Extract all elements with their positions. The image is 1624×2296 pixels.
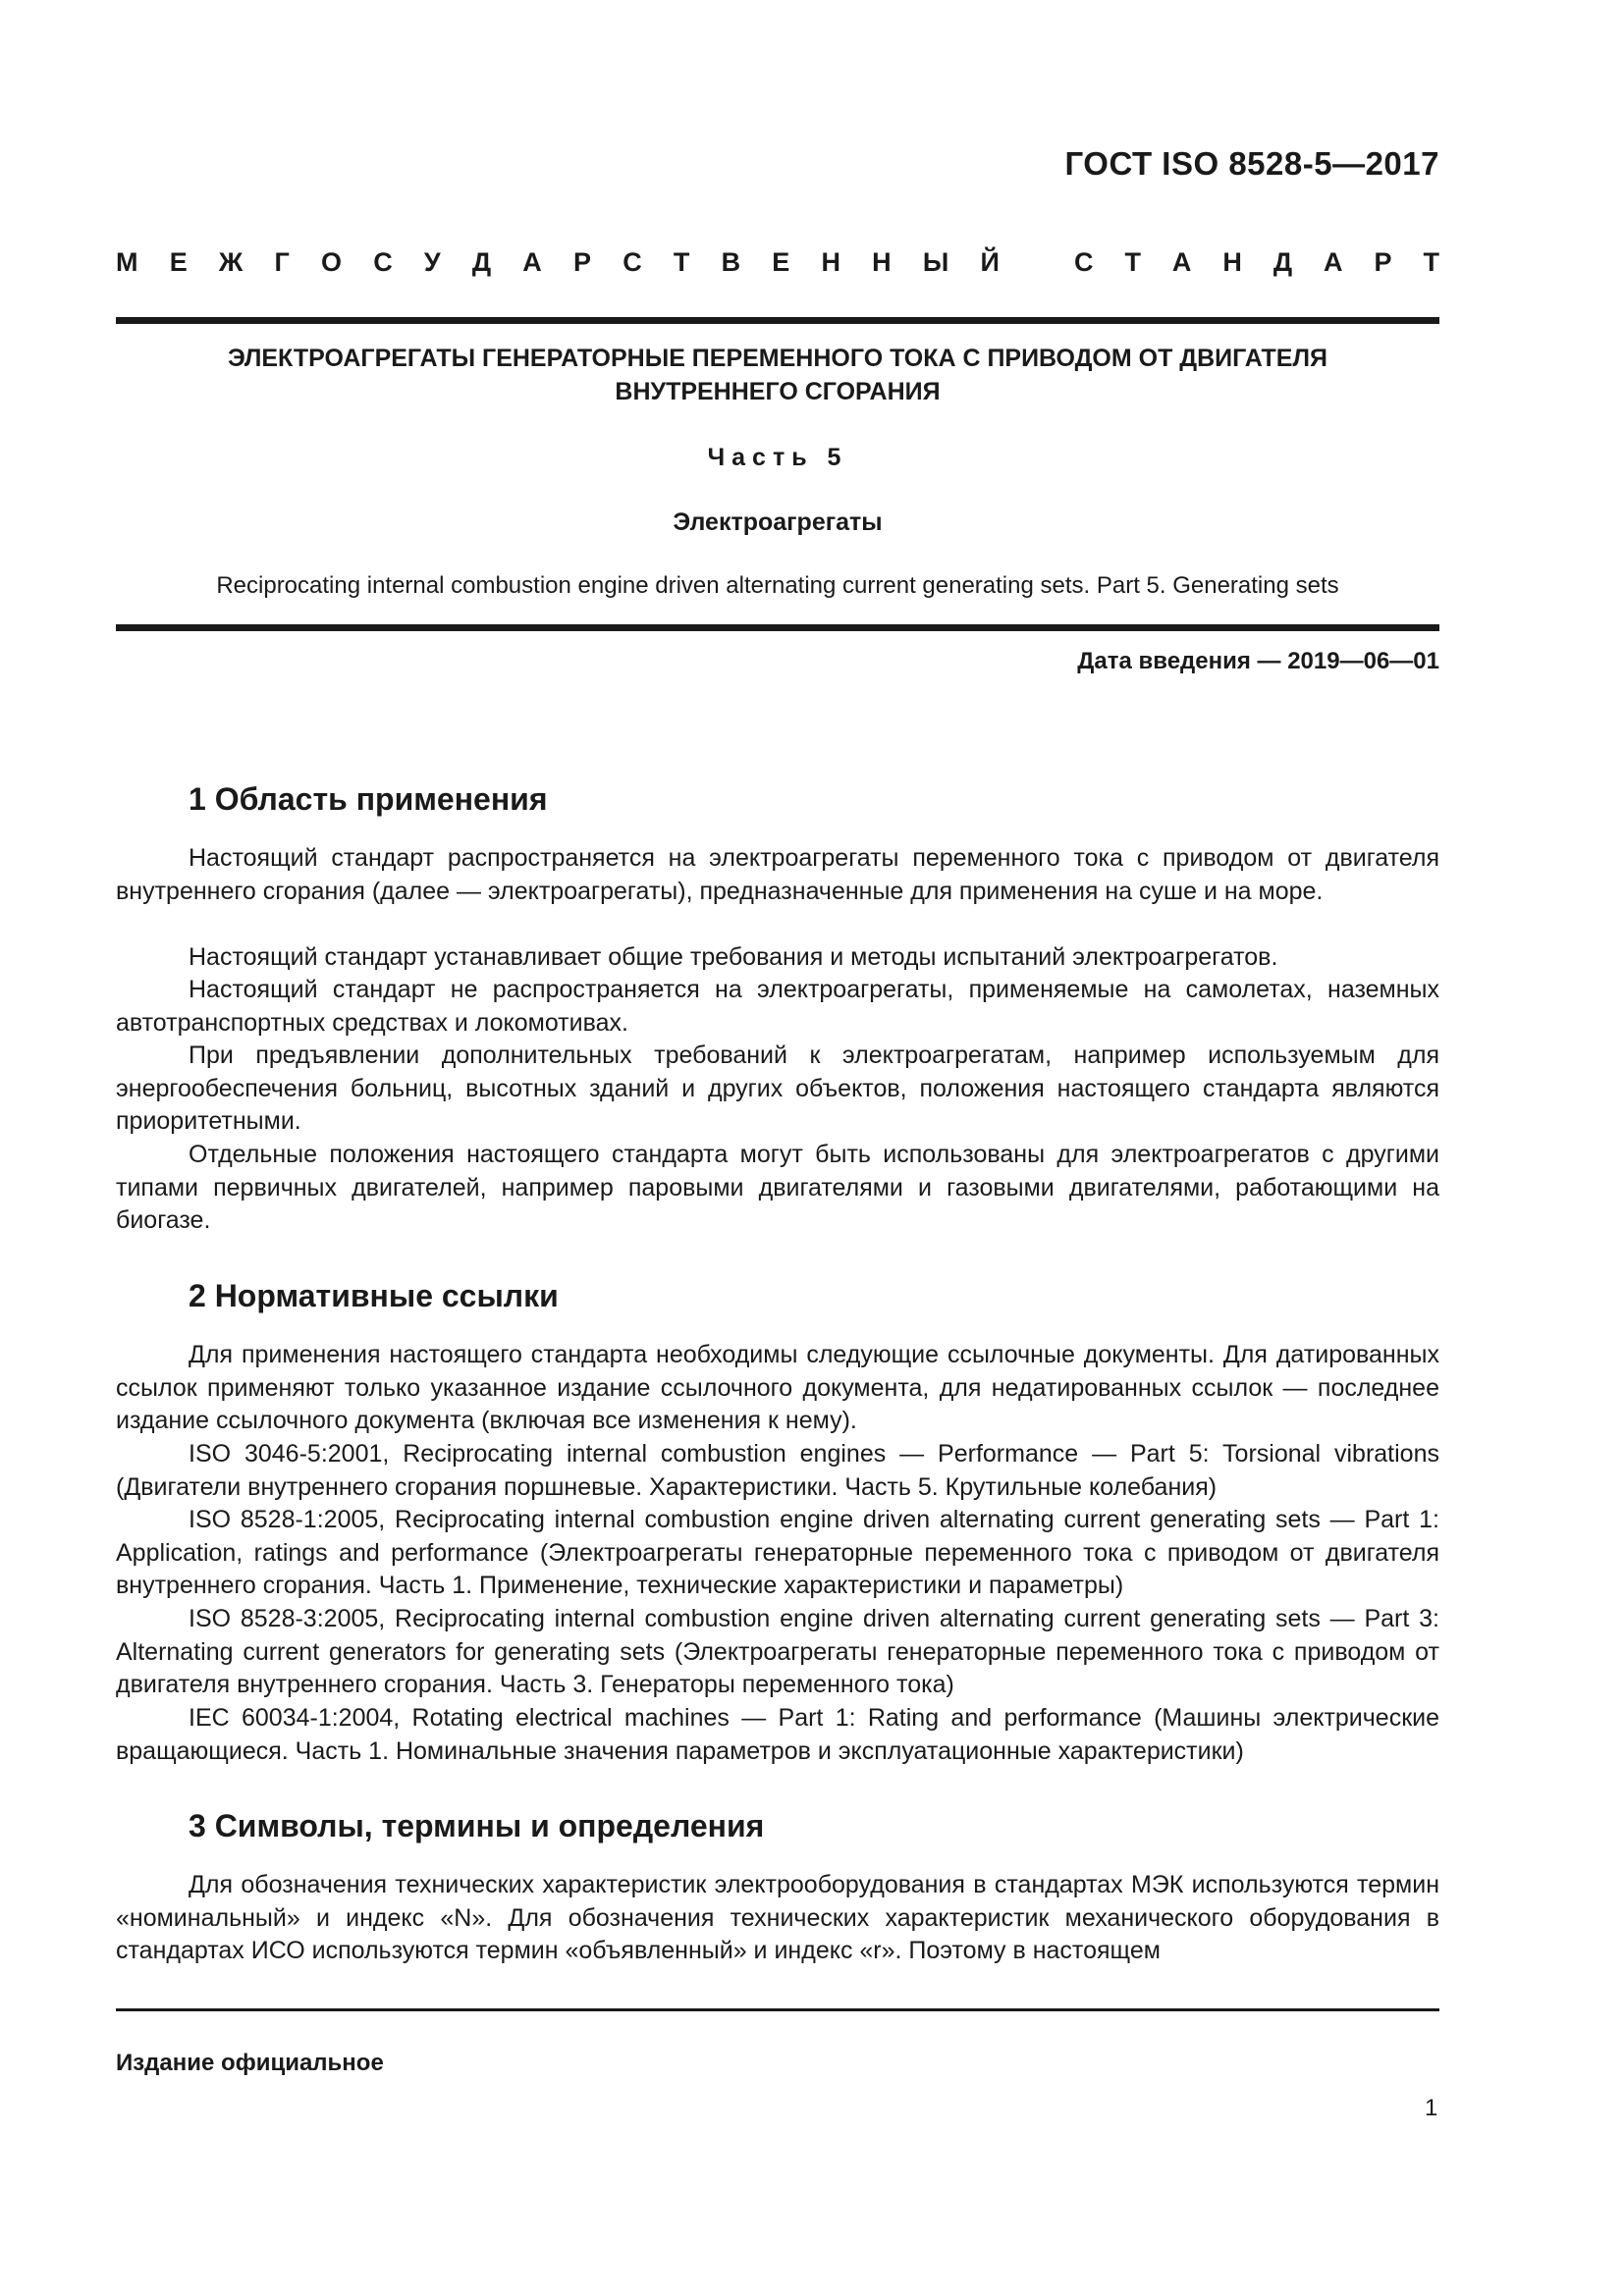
banner-letter: Т — [1124, 247, 1141, 277]
interstate-standard-banner — [116, 247, 1439, 278]
banner-letter: Н — [1222, 247, 1242, 277]
banner-letter: А — [1324, 247, 1343, 277]
reference-item: ISO 3046-5:2001, Reciprocating internal combustion engines — Performance — Part 5: Torsional vibrations (Двигатели внутреннего сгорания поршневые. Характеристики. Часть 5. Крутильные колебания) — [116, 1440, 1439, 1501]
paragraph: Для применения настоящего стандарта необходимы следующие ссылочные документы. Для датированных ссылок применяют только указанное издание ссылочного документа, для недатированных ссылок — последнее издание ссылочного документа (включая все изменения к нему). — [116, 1341, 1439, 1434]
official-edition-label: Издание официальное — [116, 2050, 384, 2076]
header-rule-bottom — [116, 624, 1439, 631]
footer-rule — [116, 2008, 1439, 2011]
paragraph: При предъявлении дополнительных требований к электроагрегатам, например используемым для энергообеспечения больниц, высотных зданий и других объектов, положения настоящего стандарта являются приоритетными. — [116, 1041, 1439, 1135]
banner-letter: В — [721, 247, 741, 277]
banner-letter: Н — [872, 247, 892, 277]
title-line-2: ВНУТРЕННЕГО СГОРАНИЯ — [615, 378, 941, 405]
banner-letter: О — [320, 247, 342, 277]
banner-word-interstate — [116, 247, 1000, 278]
banner-letter: С — [373, 247, 393, 277]
banner-letter: Д — [471, 247, 492, 277]
english-title: Reciprocating internal combustion engine driven alternating current generating sets. Part 5. Generating sets — [216, 572, 1339, 599]
banner-letter: У — [423, 247, 441, 277]
banner-letter: С — [1074, 247, 1094, 277]
reference-item: ISO 8528-3:2005, Reciprocating internal combustion engine driven alternating current generating sets — Part 3: Alternating current generators for generating sets (Электроагрегаты генераторные переменного тока с приводом от двигателя внутреннего сгорания. Часть 3. Генераторы переменного тока) — [116, 1605, 1439, 1698]
banner-letter: Е — [772, 247, 790, 277]
banner-letter: Ж — [218, 247, 244, 277]
banner-letter: А — [1171, 247, 1192, 277]
banner-word-standard — [1074, 247, 1439, 278]
banner-letter: Т — [673, 247, 690, 277]
introduction-date: Дата введения — 2019—06—01 — [1077, 648, 1439, 674]
banner-letter: Ы — [922, 247, 949, 277]
banner-letter: Р — [572, 247, 591, 277]
page-number: 1 — [1425, 2095, 1438, 2121]
part-label: Часть 5 — [707, 444, 848, 471]
banner-letter: С — [623, 247, 642, 277]
section-heading: 2 Нормативные ссылки — [189, 1278, 559, 1313]
paragraph: Для обозначения технических характеристик электрооборудования в стандартах МЭК используются термин «номинальный» и индекс «N». Для обозначения технических характеристик механического оборудования в стандартах ИСО используются термин «объявленный» и индекс «r». Поэтому в настоящем — [116, 1871, 1439, 1964]
banner-letter: Й — [980, 247, 1000, 277]
banner-letter: Р — [1374, 247, 1392, 277]
banner-letter: Г — [274, 247, 290, 277]
banner-letter: М — [116, 247, 138, 277]
banner-letter: Т — [1423, 247, 1439, 277]
banner-letter: Е — [169, 247, 188, 277]
paragraph: Настоящий стандарт не распространяется на электроагрегаты, применяемые на самолетах, наземных автотранспортных средствах и локомотивах. — [116, 976, 1439, 1037]
paragraph: Настоящий стандарт распространяется на электроагрегаты переменного тока с приводом от двигателя внутреннего сгорания (далее — электроагрегаты), предназначенные для применения на суше и на море. — [116, 844, 1439, 905]
section-heading: 1 Область применения — [189, 781, 548, 817]
title-line-1: ЭЛЕКТРОАГРЕГАТЫ ГЕНЕРАТОРНЫЕ ПЕРЕМЕННОГО ТОКА С ПРИВОДОМ ОТ ДВИГАТЕЛЯ — [227, 345, 1327, 372]
paragraph: Настоящий стандарт устанавливает общие требования и методы испытаний электроагрегатов. — [189, 943, 1278, 971]
document-title — [116, 342, 1439, 408]
banner-letter: А — [522, 247, 542, 277]
paragraph: Отдельные положения настоящего стандарта могут быть использованы для электроагрегатов с другими типами первичных двигателей, например паровыми двигателями и газовыми двигателями, работающими на биогазе. — [116, 1141, 1439, 1234]
section-heading: 3 Символы, термины и определения — [189, 1808, 765, 1843]
banner-letter: Д — [1272, 247, 1293, 277]
banner-letter: Н — [821, 247, 840, 277]
subtitle: Электроагрегаты — [673, 508, 883, 536]
reference-item: ISO 8528-1:2005, Reciprocating internal combustion engine driven alternating current generating sets — Part 1: Application, ratings and performance (Электроагрегаты генераторные переменного тока с приводом от двигателя внутреннего сгорания. Часть 1. Применение, технические характеристики и параметры) — [116, 1506, 1439, 1599]
reference-item: IEC 60034-1:2004, Rotating electrical machines — Part 1: Rating and performance (Машины электрические вращающиеся. Часть 1. Номинальные значения параметров и эксплуатационные характеристики) — [116, 1704, 1439, 1765]
document-id: ГОСТ ISO 8528-5—2017 — [1064, 145, 1439, 182]
header-rule-top — [116, 317, 1439, 324]
